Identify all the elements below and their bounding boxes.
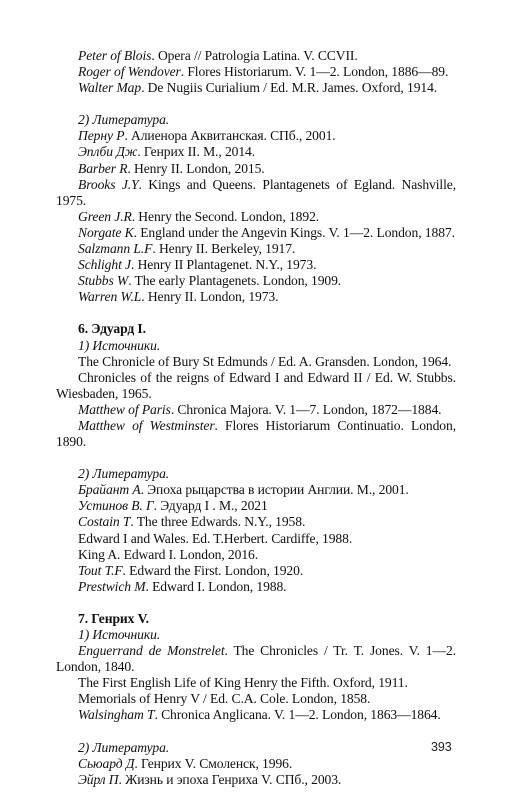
entry-author: Walter Map [78, 80, 142, 96]
entry-author: Prestwich M [78, 578, 146, 594]
entry-text: . Flores Historiarum. V. 1—2. London, 1886—89. [180, 64, 449, 80]
entry-text: . Генрих II. М., 2014. [137, 144, 256, 160]
entry-author: Перну Р [78, 128, 125, 144]
bibliography-entry [56, 144, 456, 160]
section-title: 7. Генрих V. [78, 610, 149, 626]
entry-author: Эплби Дж [78, 144, 138, 160]
bibliography-entry [56, 225, 456, 241]
entry-author: Walsingham T [78, 707, 155, 723]
entry-author: Брайант А [78, 482, 141, 498]
entry-text: . The early Plantagenets. London, 1909. [128, 273, 342, 289]
bibliography-entry [56, 579, 456, 595]
bibliography-entry [56, 498, 456, 514]
entry-text: . Генрих V. Смоленск, 1996. [134, 755, 293, 771]
bibliography-entry [56, 531, 456, 547]
entry-text: . Жизнь и эпоха Генриха V. СПб., 2003. [118, 771, 342, 787]
entry-text: . Opera // Patrologia Latina. V. CCVII. [151, 48, 358, 63]
entry-text: . Edward the First. London, 1920. [122, 562, 304, 578]
bibliography-entry [56, 257, 456, 273]
bibliography-entry [56, 514, 456, 530]
entry-text: . Эдуард I . М., 2021 [153, 498, 268, 514]
bibliography-entry [56, 289, 456, 305]
entry-author: Schlight J [78, 257, 131, 273]
entry-author: Peter of Blois [78, 48, 152, 63]
entry-author: Enguerrand de Monstrelet [78, 643, 225, 659]
bibliography-section [56, 112, 456, 305]
bibliography-entry [56, 80, 456, 96]
entry-text: . Henry II. Berkeley, 1917. [152, 241, 296, 257]
entry-author: Roger of Wendover [78, 64, 181, 80]
bibliography-entry [56, 418, 456, 450]
bibliography-column [56, 48, 456, 788]
bibliography-entry [56, 707, 456, 723]
entry-author: Сьюард Д [78, 755, 135, 771]
entry-text: . Flores Historiarum Continuatio. London, 1890. [56, 417, 456, 450]
entry-author: Brooks J.Y [78, 176, 139, 192]
bibliography-entry [56, 161, 456, 177]
entry-text: Chronicles of the reigns of Edward I and Edward II / Ed. W. Stubbs. Wiesbaden, 1965. [56, 369, 456, 401]
bibliography-entry [56, 209, 456, 225]
entry-text: . The Chronicles / Tr. T. Jones. V. 1—2. London, 1840. [56, 643, 456, 675]
entry-text: . Эпоха рыцарства в истории Англии. М., 2001. [140, 482, 409, 498]
entry-author: Costain T [78, 514, 131, 530]
entry-text: . The three Edwards. N.Y., 1958. [130, 514, 306, 530]
entry-text: . De Nugiis Curialium / Ed. M.R. James. Oxford, 1914. [141, 80, 438, 96]
entry-text: . Kings and Queens. Plantagenets of Egland. Nashville, 1975. [56, 176, 456, 208]
bibliography-entry [56, 370, 456, 402]
page-number: 393 [431, 740, 452, 754]
entry-text: Edward I and Wales. Ed. T.Herbert. Cardiffe, 1988. [78, 530, 353, 546]
entry-text: The Chronicle of Bury St Edmunds / Ed. A. Gransden. London, 1964. [78, 353, 452, 369]
section-title: 6. Эдуард I. [78, 321, 146, 337]
entry-author: Matthew of Paris [78, 401, 171, 417]
bibliography-entry [56, 241, 456, 257]
entry-text: . Chronica Majora. V. 1—7. London, 1872—1884. [170, 401, 442, 417]
bibliography-entry [56, 128, 456, 144]
entry-author: Matthew of Westminster [78, 417, 215, 433]
entry-author: Устинов В. Г [78, 498, 154, 514]
subsection-heading: 1) Источники. [78, 627, 161, 642]
entry-text: . Edward I. London, 1988. [145, 578, 287, 594]
bibliography-entry [56, 482, 456, 498]
bibliography-section [56, 48, 456, 96]
entry-text: . Алиенора Аквитанская. СПб., 2001. [124, 128, 336, 144]
bibliography-section [56, 466, 456, 595]
bibliography-entry [56, 547, 456, 563]
bibliography-section [56, 611, 456, 724]
bibliography-entry [56, 643, 456, 675]
bibliography-entry [56, 563, 456, 579]
bibliography-entry [56, 273, 456, 289]
entry-author: Salzmann L.F [78, 241, 153, 257]
subsection-heading: 2) Литература. [78, 112, 170, 128]
bibliography-entry [56, 402, 456, 418]
entry-text: King A. Edward I. London, 2016. [78, 546, 259, 562]
entry-text: The First English Life of King Henry the Fifth. Oxford, 1911. [78, 675, 408, 691]
subsection-heading: 2) Литература. [78, 466, 170, 482]
entry-text: . England under the Angevin Kings. V. 1—2. London, 1887. [133, 224, 455, 240]
subsection-heading: 1) Источники. [78, 337, 161, 353]
bibliography-entry [56, 691, 456, 707]
entry-text: . Henry II. London, 2015. [127, 160, 265, 176]
entry-author: Norgate K [78, 224, 134, 240]
bibliography-entry [56, 64, 456, 80]
entry-author: Эйрл П [78, 771, 119, 787]
bibliography-entry [56, 177, 456, 209]
entry-author: Warren W.L [78, 289, 142, 305]
entry-author: Tout T.F [78, 562, 123, 578]
entry-author: Barber R [78, 160, 128, 176]
bibliography-entry [56, 756, 456, 772]
bibliography-entry [56, 354, 456, 370]
bibliography-entry [56, 48, 456, 64]
entry-text: . Henry II Plantagenet. N.Y., 1973. [130, 257, 317, 273]
entry-text: Memorials of Henry V / Ed. C.A. Cole. London, 1858. [78, 691, 371, 707]
entry-text: . Henry II. London, 1973. [141, 289, 279, 305]
entry-text: . Chronica Anglicana. V. 1—2. London, 1863—1864. [154, 707, 441, 723]
subsection-heading: 2) Литература. [78, 739, 170, 755]
bibliography-section [56, 740, 456, 788]
entry-author: Green J.R [78, 208, 132, 224]
bibliography-entry [56, 675, 456, 691]
bibliography-section [56, 321, 456, 450]
entry-text: . Henry the Second. London, 1892. [131, 208, 320, 224]
entry-author: Stubbs W [78, 273, 129, 289]
bibliography-entry [56, 772, 456, 788]
